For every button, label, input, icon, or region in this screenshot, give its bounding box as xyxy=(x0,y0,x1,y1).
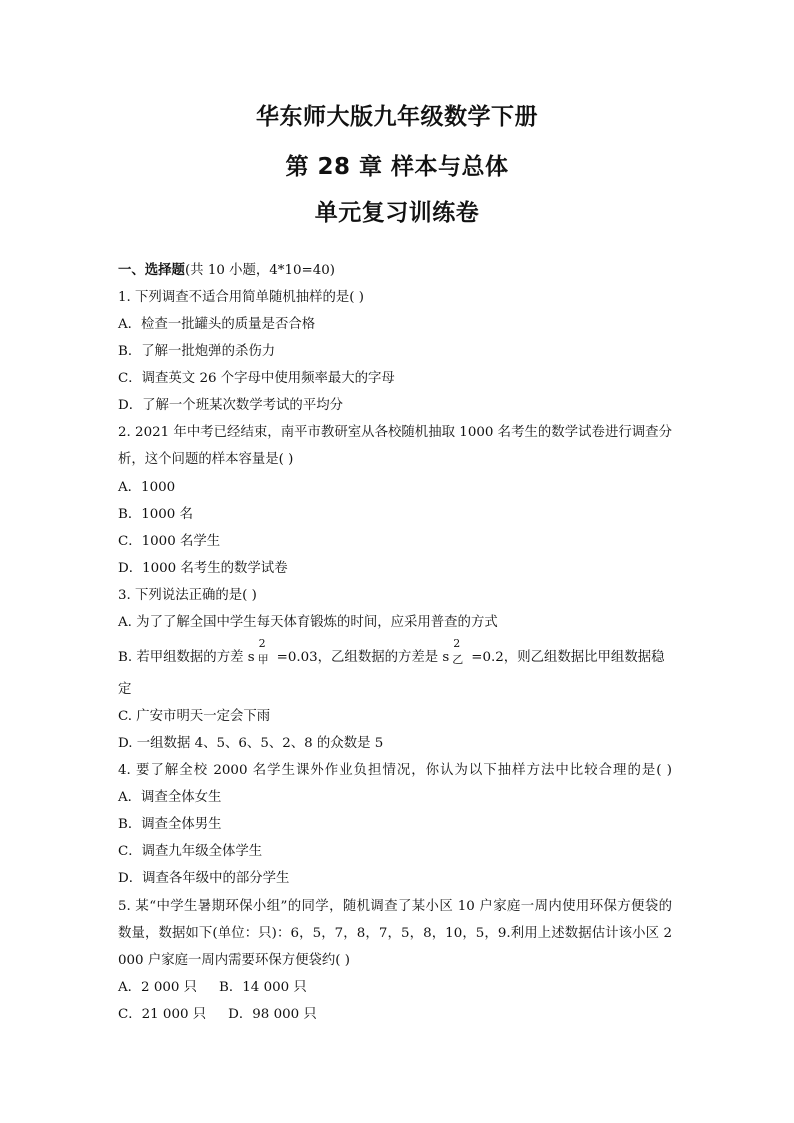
question-3-option-c: C. 广安市明天一定会下雨 xyxy=(118,709,271,724)
variance-jia-subscript: 甲 xyxy=(257,653,269,666)
question-2-stem-line-2: 析，这个问题的样本容量是( ) xyxy=(118,452,294,467)
question-3-option-b-wrap: 定 xyxy=(118,682,132,697)
question-2-stem-line-1: 2. 2021 年中考已经结束，南平市教研室从各校随机抽取 1000 名考生的数学试卷进行调查分 xyxy=(118,425,672,440)
question-5-stem-line-1: 5. 某“中学生暑期环保小组”的同学，随机调查了某小区 10 户家庭一周内使用环保方便袋的 xyxy=(118,899,672,914)
question-1-option-b: B．了解一批炮弹的杀伤力 xyxy=(118,344,276,359)
question-5-options-row-2 xyxy=(118,1007,317,1023)
question-4-option-b: B．调查全体男生 xyxy=(118,817,222,832)
question-5-option-a: A．2 000 只 xyxy=(118,980,198,995)
question-5-stem-line-2: 数量，数据如下(单位：只)：6，5，7，8，7，5，8，10，5，9.利用上述数据估计该小区 2 xyxy=(118,926,672,941)
question-1-option-d: D．了解一个班某次数学考试的平均分 xyxy=(118,398,343,413)
question-3-option-a: A. 为了了解全国中学生每天体育锻炼的时间，应采用普查的方式 xyxy=(118,615,498,630)
question-2-option-c: C．1000 名学生 xyxy=(118,534,221,549)
question-5-options-row-1 xyxy=(118,980,307,996)
section-heading-label: 一、选择题 xyxy=(118,262,185,278)
option-b-text-1: B. 若甲组数据的方差 s xyxy=(118,650,255,665)
question-5-option-c: C．21 000 只 xyxy=(118,1007,207,1022)
question-2-option-d: D．1000 名考生的数学试卷 xyxy=(118,561,288,576)
question-1-option-c: C．调查英文 26 个字母中使用频率最大的字母 xyxy=(118,371,395,386)
paper-subtitle: 单元复习训练卷 xyxy=(314,200,480,226)
question-1-stem: 1. 下列调查不适合用简单随机抽样的是( ) xyxy=(118,290,364,305)
question-4-option-a: A．调查全体女生 xyxy=(118,790,222,805)
question-4-stem: 4. 要了解全校 2000 名学生课外作业负担情况，你认为以下抽样方法中比较合理的是( ) xyxy=(118,763,672,778)
question-3-option-b xyxy=(118,637,665,666)
question-3-option-d: D. 一组数据 4、5、6、5、2、8 的众数是 5 xyxy=(118,736,384,751)
question-2-option-b: B．1000 名 xyxy=(118,507,193,522)
chapter-title: 第 28 章 样本与总体 xyxy=(285,154,509,180)
question-2-option-a: A．1000 xyxy=(118,480,176,495)
variance-jia-notation xyxy=(255,637,277,666)
variance-yi-exponent: 2 xyxy=(453,637,461,650)
question-5-stem-line-3: 000 户家庭一周内需要环保方便袋约( ) xyxy=(118,953,350,968)
question-5-option-b: B．14 000 只 xyxy=(219,980,307,995)
question-3-stem: 3. 下列说法正确的是( ) xyxy=(118,588,257,603)
option-b-text-2: =0.03，乙组数据的方差是 s xyxy=(276,650,450,665)
section-heading-note: (共 10 小题，4*10=40) xyxy=(184,263,336,278)
variance-jia-exponent: 2 xyxy=(258,637,266,650)
question-5-option-d: D．98 000 只 xyxy=(228,1007,317,1022)
variance-yi-notation xyxy=(449,637,471,666)
question-1-option-a: A．检查一批罐头的质量是否合格 xyxy=(118,317,316,332)
document-title: 华东师大版九年级数学下册 xyxy=(256,104,538,130)
variance-yi-subscript: 乙 xyxy=(452,653,464,666)
section-heading xyxy=(118,262,335,279)
option-b-text-3: =0.2，则乙组数据比甲组数据稳 xyxy=(471,650,665,665)
question-4-option-c: C．调查九年级全体学生 xyxy=(118,844,263,859)
question-4-option-d: D．调查各年级中的部分学生 xyxy=(118,871,290,886)
